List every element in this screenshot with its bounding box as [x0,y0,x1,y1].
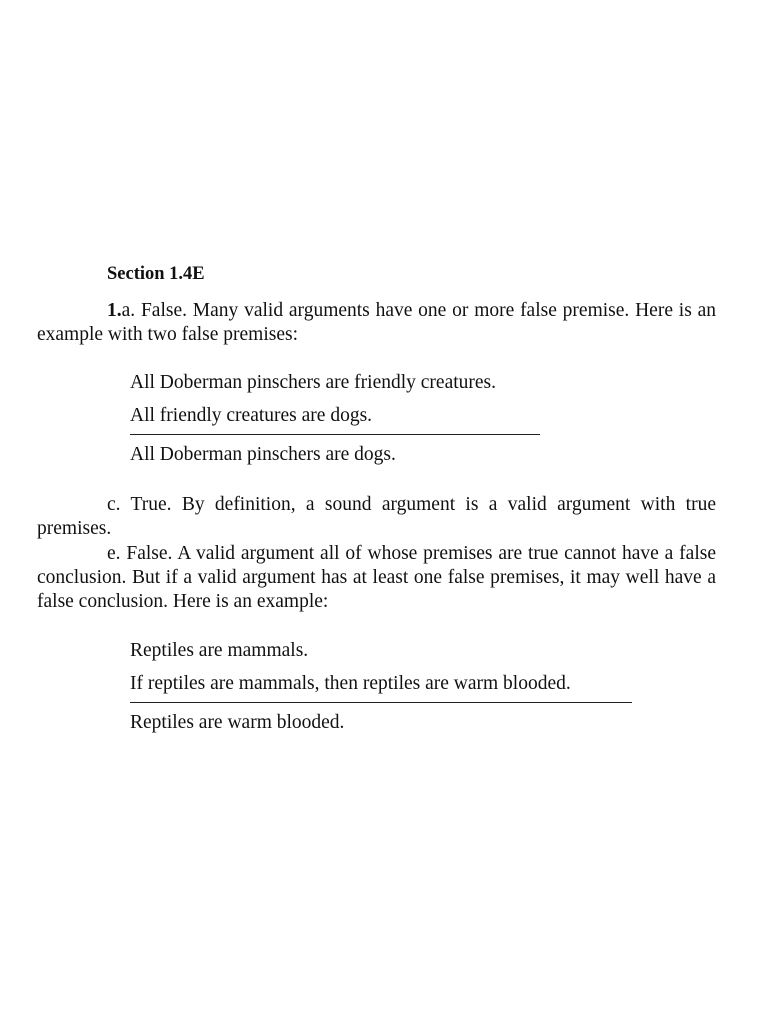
answer-1a-text: a. False. Many valid arguments have one or more false premise. Here is an example with two false premises: [37,300,716,345]
answer-e: e. False. A valid argument all of whose premises are true cannot have a false conclusion. But if a valid argument has at least one false premises, it may well have a false conclusion. Here is an example: [37,543,716,612]
premise-1: All Doberman pinschers are friendly creatures. [130,372,497,393]
conclusion: Reptiles are warm blooded. [130,712,345,733]
inference-line [130,434,540,435]
premise-2: If reptiles are mammals, then reptiles are warm blooded. [130,673,571,694]
premise-1: Reptiles are mammals. [130,640,309,661]
answer-1a [37,299,716,347]
argument-example-1 [130,371,540,467]
premise-2: All friendly creatures are dogs. [130,405,373,426]
inference-line [130,702,632,703]
item-number: 1. [107,300,122,321]
answer-c: c. True. By definition, a sound argument is a valid argument with true premises. [37,494,716,539]
conclusion: All Doberman pinschers are dogs. [130,444,396,465]
section-title: Section 1.4E [107,264,205,284]
argument-example-2 [130,639,632,735]
